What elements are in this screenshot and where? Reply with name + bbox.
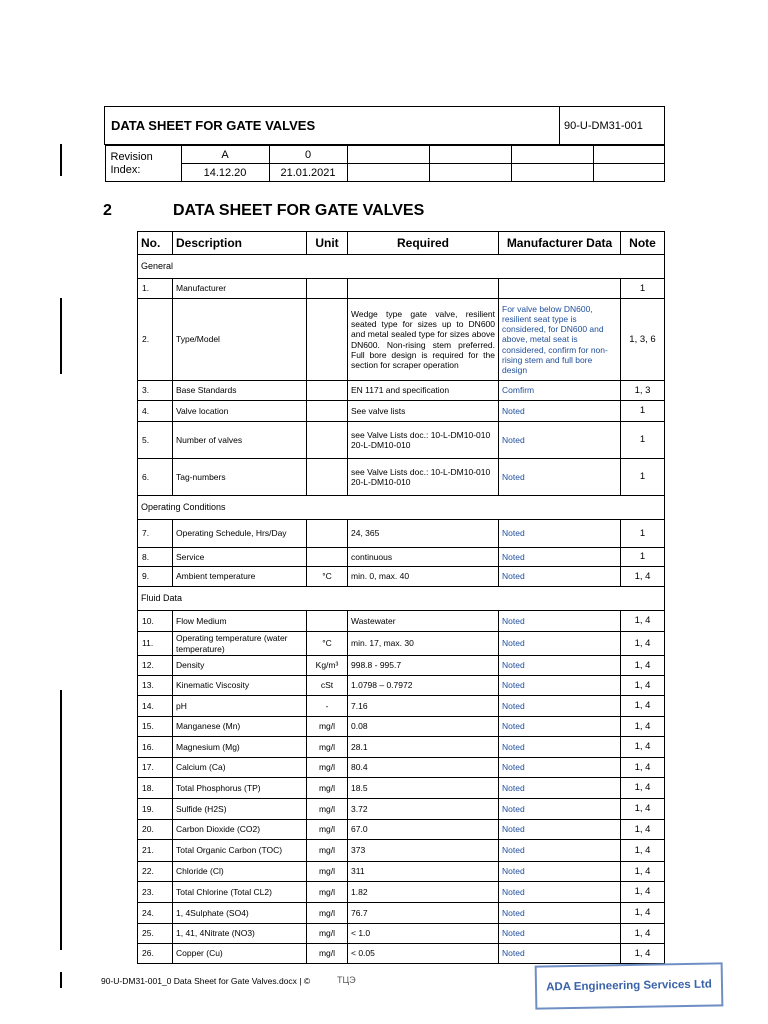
row-required: 0.08 xyxy=(348,717,499,737)
row-note: 1, 4 xyxy=(621,944,665,964)
row-note: 1 xyxy=(621,548,665,567)
table-row xyxy=(138,632,665,656)
row-required: 24, 365 xyxy=(348,520,499,548)
row-note: 1, 4 xyxy=(621,882,665,903)
table-row xyxy=(138,799,665,820)
row-unit xyxy=(307,381,348,401)
table-row xyxy=(138,520,665,548)
row-number: 15. xyxy=(138,717,173,737)
row-note: 1 xyxy=(621,279,665,299)
row-description: Flow Medium xyxy=(173,611,307,632)
row-unit: mg/l xyxy=(307,758,348,778)
row-description: Number of valves xyxy=(173,422,307,459)
revision-date xyxy=(511,164,593,182)
revision-date xyxy=(593,164,664,182)
row-unit xyxy=(307,520,348,548)
table-row xyxy=(138,924,665,944)
row-required: see Valve Lists doc.: 10-L-DM10-010 20-L-DM10-010 xyxy=(348,459,499,496)
row-unit: mg/l xyxy=(307,862,348,882)
row-unit: mg/l xyxy=(307,944,348,964)
row-description: Calcium (Ca) xyxy=(173,758,307,778)
row-unit: mg/l xyxy=(307,882,348,903)
row-manufacturer-data: Noted xyxy=(499,696,621,717)
row-manufacturer-data: Noted xyxy=(499,840,621,862)
row-required: 67.0 xyxy=(348,820,499,840)
row-note: 1, 4 xyxy=(621,632,665,656)
row-manufacturer-data: Noted xyxy=(499,799,621,820)
row-required: 311 xyxy=(348,862,499,882)
row-description: Carbon Dioxide (CO2) xyxy=(173,820,307,840)
row-note: 1, 4 xyxy=(621,924,665,944)
row-required: min. 0, max. 40 xyxy=(348,567,499,587)
header-title: DATA SHEET FOR GATE VALVES xyxy=(105,107,560,145)
row-unit: mg/l xyxy=(307,717,348,737)
row-required: see Valve Lists doc.: 10-L-DM10-010 20-L-DM10-010 xyxy=(348,422,499,459)
row-manufacturer-data: Noted xyxy=(499,520,621,548)
row-required: EN 1171 and specification xyxy=(348,381,499,401)
row-manufacturer-data: Noted xyxy=(499,758,621,778)
row-number: 21. xyxy=(138,840,173,862)
row-manufacturer-data: Noted xyxy=(499,882,621,903)
row-description: Base Standards xyxy=(173,381,307,401)
column-header-note: Note xyxy=(621,232,665,255)
row-description: 1, 4Sulphate (SO4) xyxy=(173,903,307,924)
doc-number: 90-U-DM31-001 xyxy=(560,107,665,145)
row-manufacturer-data: Noted xyxy=(499,401,621,422)
row-number: 17. xyxy=(138,758,173,778)
row-required: 3.72 xyxy=(348,799,499,820)
row-required: Wastewater xyxy=(348,611,499,632)
row-unit: cSt xyxy=(307,676,348,696)
company-stamp: ADA Engineering Services Ltd xyxy=(535,962,724,1009)
revision-date: 14.12.20 xyxy=(181,164,269,182)
row-number: 18. xyxy=(138,778,173,799)
row-note: 1, 4 xyxy=(621,903,665,924)
row-manufacturer-data: Noted xyxy=(499,903,621,924)
group-row xyxy=(138,255,665,279)
row-unit: mg/l xyxy=(307,924,348,944)
row-number: 11. xyxy=(138,632,173,656)
row-description: Total Chlorine (Total CL2) xyxy=(173,882,307,903)
row-note: 1, 4 xyxy=(621,737,665,758)
table-row xyxy=(138,862,665,882)
row-number: 20. xyxy=(138,820,173,840)
revision-cell xyxy=(429,146,511,164)
table-header-row xyxy=(138,232,665,255)
row-unit xyxy=(307,422,348,459)
table-row xyxy=(138,656,665,676)
group-label: General xyxy=(138,255,665,279)
revision-cell: A xyxy=(181,146,269,164)
row-description: Type/Model xyxy=(173,299,307,381)
row-required: 7.16 xyxy=(348,696,499,717)
row-manufacturer-data: Noted xyxy=(499,944,621,964)
row-number: 1. xyxy=(138,279,173,299)
company-logo: ТЦЭ xyxy=(337,975,356,985)
table-row xyxy=(138,548,665,567)
row-number: 7. xyxy=(138,520,173,548)
row-manufacturer-data: Noted xyxy=(499,924,621,944)
row-manufacturer-data: For valve below DN600, resilient seat type is considered, for DN600 and above, metal seat is considered, confirm for non-rising stem and full bore design xyxy=(499,299,621,381)
row-note: 1, 4 xyxy=(621,717,665,737)
row-manufacturer-data xyxy=(499,279,621,299)
revision-cell: 0 xyxy=(269,146,347,164)
row-required: 1.0798 – 0.7972 xyxy=(348,676,499,696)
table-row xyxy=(138,903,665,924)
revision-bar xyxy=(60,144,62,176)
row-description: Tag-numbers xyxy=(173,459,307,496)
row-unit xyxy=(307,279,348,299)
column-header-required: Required xyxy=(348,232,499,255)
row-number: 19. xyxy=(138,799,173,820)
row-description: Manufacturer xyxy=(173,279,307,299)
row-manufacturer-data: Noted xyxy=(499,862,621,882)
row-note: 1, 4 xyxy=(621,862,665,882)
row-manufacturer-data: Noted xyxy=(499,548,621,567)
table-row xyxy=(138,611,665,632)
row-manufacturer-data: Noted xyxy=(499,632,621,656)
table-row xyxy=(138,676,665,696)
row-required: 76.7 xyxy=(348,903,499,924)
revision-date: 21.01.2021 xyxy=(269,164,347,182)
row-unit: mg/l xyxy=(307,778,348,799)
row-description: Operating temperature (water temperature) xyxy=(173,632,307,656)
table-row xyxy=(138,758,665,778)
row-manufacturer-data: Noted xyxy=(499,611,621,632)
row-number: 3. xyxy=(138,381,173,401)
data-sheet-table xyxy=(137,231,665,964)
row-note: 1, 4 xyxy=(621,676,665,696)
table-row xyxy=(138,696,665,717)
row-manufacturer-data: Noted xyxy=(499,459,621,496)
row-number: 8. xyxy=(138,548,173,567)
row-unit: mg/l xyxy=(307,737,348,758)
row-unit: - xyxy=(307,696,348,717)
row-unit: mg/l xyxy=(307,903,348,924)
row-number: 26. xyxy=(138,944,173,964)
row-unit: mg/l xyxy=(307,799,348,820)
table-row xyxy=(138,459,665,496)
table-row xyxy=(138,882,665,903)
row-description: Kinematic Viscosity xyxy=(173,676,307,696)
row-required: 18.5 xyxy=(348,778,499,799)
row-number: 22. xyxy=(138,862,173,882)
row-required: continuous xyxy=(348,548,499,567)
row-note: 1, 4 xyxy=(621,758,665,778)
row-number: 12. xyxy=(138,656,173,676)
row-required: Wedge type gate valve, resilient seated type for sizes up to DN600 and metal sealed type for sizes above DN600. Non-rising stem preferred. Full bore design is required for the section for scraper operation xyxy=(348,299,499,381)
revision-bar xyxy=(60,690,62,950)
table-row xyxy=(138,299,665,381)
row-description: pH xyxy=(173,696,307,717)
row-number: 23. xyxy=(138,882,173,903)
column-header-no: No. xyxy=(138,232,173,255)
table-row xyxy=(138,944,665,964)
row-unit: °C xyxy=(307,567,348,587)
row-description: Magnesium (Mg) xyxy=(173,737,307,758)
revision-label: Revision Index: xyxy=(105,146,181,182)
section-title: DATA SHEET FOR GATE VALVES xyxy=(173,202,425,219)
row-number: 25. xyxy=(138,924,173,944)
row-unit xyxy=(307,459,348,496)
revision-table xyxy=(105,145,665,182)
row-note: 1, 4 xyxy=(621,799,665,820)
row-description: Chloride (Cl) xyxy=(173,862,307,882)
column-header-manufacturer-data: Manufacturer Data xyxy=(499,232,621,255)
row-unit xyxy=(307,548,348,567)
row-manufacturer-data: Comfirm xyxy=(499,381,621,401)
column-header-description: Description xyxy=(173,232,307,255)
row-manufacturer-data: Noted xyxy=(499,820,621,840)
row-note: 1, 4 xyxy=(621,840,665,862)
row-unit: °C xyxy=(307,632,348,656)
row-description: Copper (Cu) xyxy=(173,944,307,964)
row-required: < 1.0 xyxy=(348,924,499,944)
table-row xyxy=(138,778,665,799)
row-unit xyxy=(307,611,348,632)
row-note: 1 xyxy=(621,422,665,459)
table-row xyxy=(138,717,665,737)
row-required: 998.8 - 995.7 xyxy=(348,656,499,676)
row-required: min. 17, max. 30 xyxy=(348,632,499,656)
row-required: < 0.05 xyxy=(348,944,499,964)
table-row xyxy=(138,840,665,862)
row-note: 1 xyxy=(621,459,665,496)
row-number: 4. xyxy=(138,401,173,422)
row-required: 1.82 xyxy=(348,882,499,903)
row-manufacturer-data: Noted xyxy=(499,676,621,696)
row-required xyxy=(348,279,499,299)
row-description: Density xyxy=(173,656,307,676)
row-unit: mg/l xyxy=(307,820,348,840)
group-row xyxy=(138,496,665,520)
column-header-unit: Unit xyxy=(307,232,348,255)
revision-date xyxy=(347,164,429,182)
revision-cell xyxy=(511,146,593,164)
table-row xyxy=(138,737,665,758)
row-unit: mg/l xyxy=(307,840,348,862)
table-row xyxy=(138,567,665,587)
row-required: 80.4 xyxy=(348,758,499,778)
row-description: Ambient temperature xyxy=(173,567,307,587)
table-row xyxy=(138,381,665,401)
footer-filename: 90-U-DM31-001_0 Data Sheet for Gate Valves.docx | © xyxy=(101,976,311,986)
table-row xyxy=(138,401,665,422)
row-required: 28.1 xyxy=(348,737,499,758)
revision-bar xyxy=(60,298,62,374)
revision-cell xyxy=(347,146,429,164)
row-note: 1 xyxy=(621,520,665,548)
row-required: See valve lists xyxy=(348,401,499,422)
row-description: Valve location xyxy=(173,401,307,422)
row-note: 1, 4 xyxy=(621,567,665,587)
row-manufacturer-data: Noted xyxy=(499,737,621,758)
row-number: 13. xyxy=(138,676,173,696)
table-row xyxy=(138,422,665,459)
row-number: 5. xyxy=(138,422,173,459)
row-description: Sulfide (H2S) xyxy=(173,799,307,820)
row-description: Operating Schedule, Hrs/Day xyxy=(173,520,307,548)
row-note: 1, 3, 6 xyxy=(621,299,665,381)
document-header xyxy=(104,106,665,182)
revision-cell xyxy=(593,146,664,164)
row-description: Service xyxy=(173,548,307,567)
row-manufacturer-data: Noted xyxy=(499,717,621,737)
row-note: 1, 4 xyxy=(621,696,665,717)
row-manufacturer-data: Noted xyxy=(499,656,621,676)
row-number: 2. xyxy=(138,299,173,381)
row-note: 1, 4 xyxy=(621,820,665,840)
revision-date xyxy=(429,164,511,182)
row-required: 373 xyxy=(348,840,499,862)
row-note: 1, 3 xyxy=(621,381,665,401)
row-note: 1 xyxy=(621,401,665,422)
group-row xyxy=(138,587,665,611)
row-description: Total Phosphorus (TP) xyxy=(173,778,307,799)
row-unit xyxy=(307,401,348,422)
group-label: Operating Conditions xyxy=(138,496,665,520)
section-number: 2 xyxy=(103,202,112,219)
row-number: 10. xyxy=(138,611,173,632)
row-number: 24. xyxy=(138,903,173,924)
row-number: 16. xyxy=(138,737,173,758)
row-manufacturer-data: Noted xyxy=(499,778,621,799)
row-note: 1, 4 xyxy=(621,656,665,676)
row-manufacturer-data: Noted xyxy=(499,567,621,587)
row-note: 1, 4 xyxy=(621,778,665,799)
row-manufacturer-data: Noted xyxy=(499,422,621,459)
row-unit: Kg/m³ xyxy=(307,656,348,676)
revision-bar xyxy=(60,972,62,988)
table-row xyxy=(138,820,665,840)
table-row xyxy=(138,279,665,299)
group-label: Fluid Data xyxy=(138,587,665,611)
row-number: 9. xyxy=(138,567,173,587)
row-note: 1, 4 xyxy=(621,611,665,632)
row-unit xyxy=(307,299,348,381)
row-description: Manganese (Mn) xyxy=(173,717,307,737)
row-number: 6. xyxy=(138,459,173,496)
row-number: 14. xyxy=(138,696,173,717)
row-description: Total Organic Carbon (TOC) xyxy=(173,840,307,862)
row-description: 1, 41, 4Nitrate (NO3) xyxy=(173,924,307,944)
